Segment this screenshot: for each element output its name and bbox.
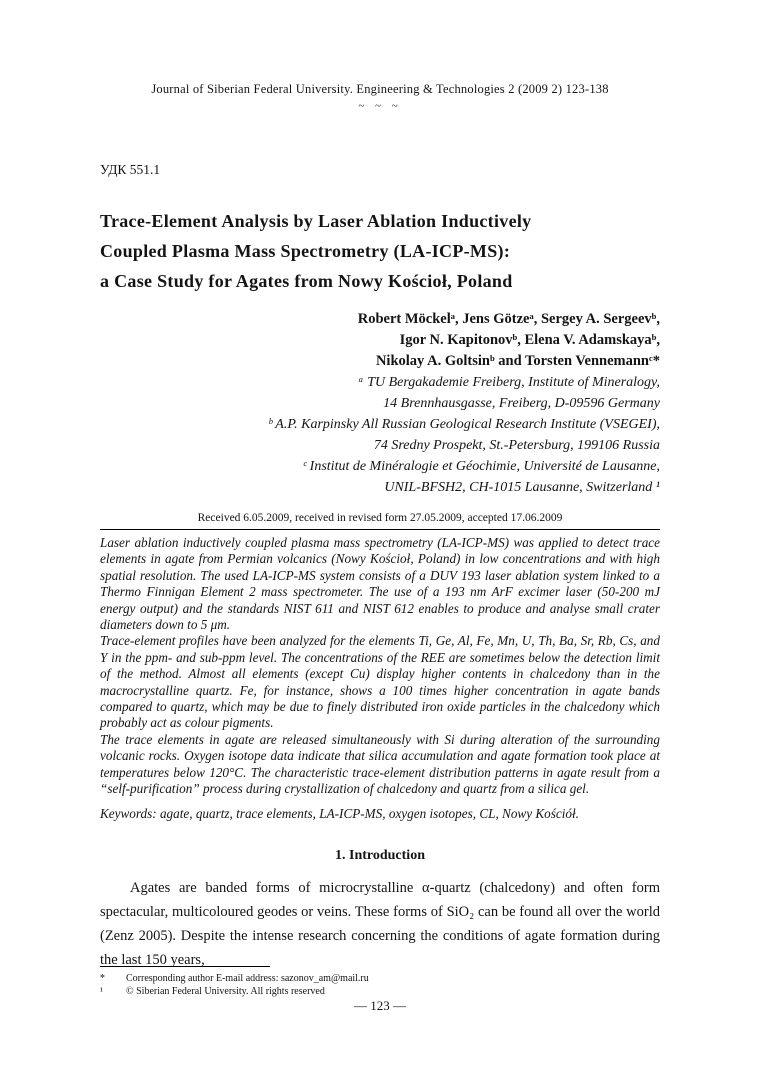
footnote-text: Corresponding author E-mail address: sazonov_am@mail.ru [126, 973, 369, 984]
received-dates: Received 6.05.2009, received in revised form 27.05.2009, accepted 17.06.2009 [197, 512, 563, 524]
keywords-line: Keywords: agate, quartz, trace elements, LA-ICP-MS, oxygen isotopes, CL, Nowy Kościół. [100, 805, 579, 821]
title-line: Coupled Plasma Mass Spectrometry (LA-ICP-MS): [100, 241, 511, 261]
affiliation-line: 74 Sredny Prospekt, St.-Petersburg, 199106 Russia [373, 438, 660, 453]
section-heading-introduction: 1. Introduction [335, 847, 425, 863]
affiliation-line: 14 Brennhausgasse, Freiberg, D-09596 Germany [383, 396, 660, 411]
introduction-paragraph: Agates are banded forms of microcrystalline α-quartz (chalcedony) and often form spectacular, multicoloured geodes or veins. These forms of SiO₂ can be found all over the world (Zenz 2005). Despite the intense research concerning the conditions of agate formation during the last 150 years, [100, 879, 660, 968]
abstract-paragraph: Laser ablation inductively coupled plasma mass spectrometry (LA-ICP-MS) was applied to detect trace elements in agate from Permian volcanics (Nowy Kościoł, Poland) in low concentrations and with high spatial resolution. The used LA-ICP-MS system consists of a DUV 193 laser ablation system linked to a Thermo Finnigan Element 2 mass spectrometer. The use of a 193 nm ArF excimer laser (50-200 mJ energy output) and the standards NIST 611 and NIST 612 enables to produce and analyse small crater diameters down to 5 μm. [100, 535, 660, 633]
footnotes-block [100, 972, 660, 998]
affiliation-line: ᵇ A.P. Karpinsky All Russian Geological Research Institute (VSEGEI), [268, 417, 660, 432]
authors-line: Igor N. Kapitonovᵇ, Elena V. Adamskayaᵇ, [399, 332, 660, 348]
journal-header: Journal of Siberian Federal University. Engineering & Technologies 2 (2009 2) 123-138 [151, 82, 609, 96]
affiliations-block [100, 372, 660, 498]
affiliation-line: UNIL-BFSH2, CH-1015 Lausanne, Switzerland ¹ [384, 480, 660, 495]
authors-block [100, 309, 660, 372]
abstract-paragraph: The trace elements in agate are released simultaneously with Si during alteration of the surrounding volcanic rocks. Oxygen isotope data indicate that silica accumulation and agate formation took place at temperatures below 120°C. The characteristic trace-element distribution patterns in agate result from a “self-purification” process during crystallization of chalcedony and quartz from a silica gel. [100, 731, 660, 797]
title-line: Trace-Element Analysis by Laser Ablation Inductively [100, 211, 532, 231]
title-line: a Case Study for Agates from Nowy Kościoł, Poland [100, 271, 513, 291]
abstract-paragraph: Trace-element profiles have been analyzed for the elements Ti, Ge, Al, Fe, Mn, U, Th, Ba, Sr, Rb, Cs, and Y in the ppm- and sub-ppm level. The concentrations of the REE are sometimes below the detection limit of the method. Almost all elements (except Cu) display higher contents in chalcedony than in the macrocrystalline quartz. Fe, for instance, shows a 100 times higher concentration in agate bands compared to quartz, which may be due to finely distributed iron oxide particles in the chalcedony which probably act as colour pigments. [100, 633, 660, 731]
affiliation-line: ᶜ Institut de Minéralogie et Géochimie, Université de Lausanne, [302, 459, 660, 474]
affiliation-line: ᵃ TU Bergakademie Freiberg, Institute of Mineralogy, [358, 375, 660, 390]
footnote-marker: ¹ [100, 986, 103, 997]
abstract-divider [100, 529, 660, 530]
footnote-divider [100, 966, 270, 967]
footnote-corresponding-author [100, 972, 660, 985]
authors-line: Robert Möckelᵃ, Jens Götzeᵃ, Sergey A. Sergeevᵇ, [357, 311, 660, 327]
footnote-marker: * [100, 973, 105, 984]
authors-line: Nikolay A. Goltsinᵇ and Torsten Vennemannᶜ* [375, 353, 660, 369]
footnote-text: © Siberian Federal University. All rights reserved [126, 986, 325, 997]
tilde-separator: ~ ~ ~ [358, 100, 402, 112]
abstract [100, 535, 660, 798]
udk-number: УДК 551.1 [100, 162, 161, 177]
footnote-copyright [100, 985, 660, 998]
article-title [100, 206, 660, 296]
page-number: — 123 — [354, 998, 406, 1013]
